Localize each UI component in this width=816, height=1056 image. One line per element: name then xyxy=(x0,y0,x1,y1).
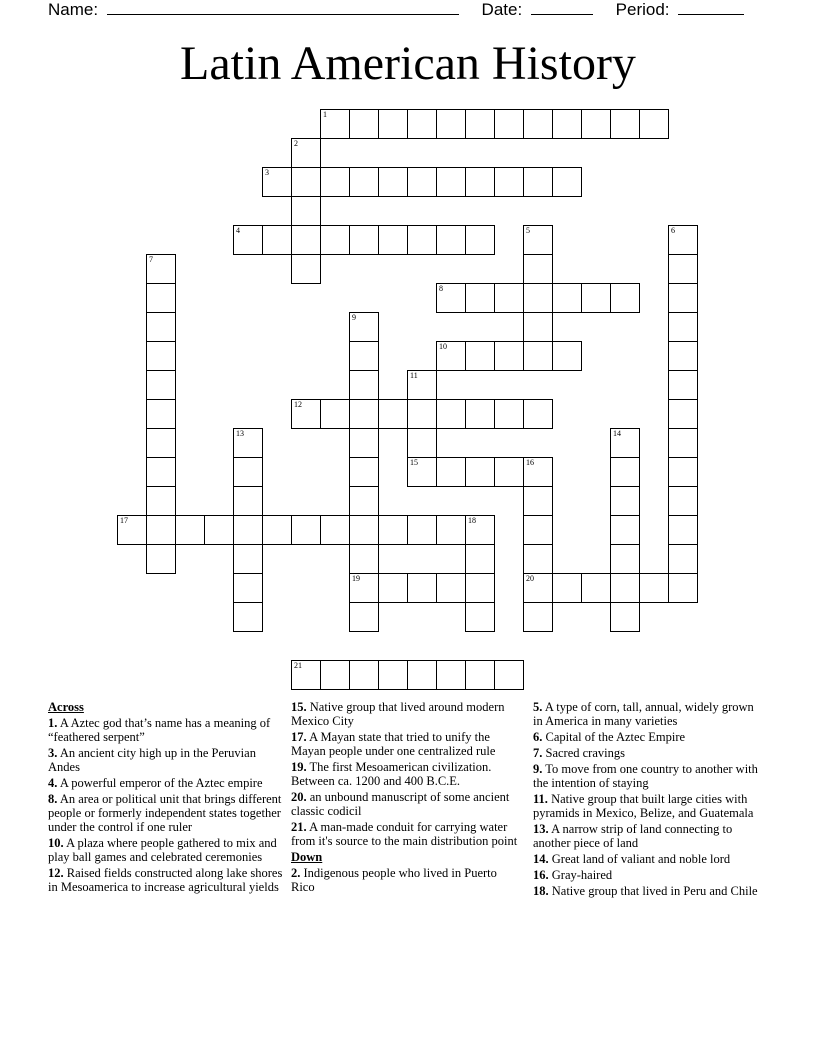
cell-clue-number: 17 xyxy=(120,516,128,525)
period-label: Period: xyxy=(615,0,670,19)
clue-item xyxy=(533,792,763,820)
crossword-cell[interactable] xyxy=(552,573,582,603)
crossword-cell[interactable] xyxy=(610,515,640,545)
crossword-cell[interactable] xyxy=(146,399,176,429)
crossword-cell[interactable] xyxy=(349,602,379,632)
crossword-cell[interactable] xyxy=(291,254,321,284)
cell-clue-number: 12 xyxy=(294,400,302,409)
clue-number: 21. xyxy=(291,820,307,834)
crossword-cell[interactable] xyxy=(581,283,611,313)
crossword-cell[interactable] xyxy=(523,109,553,139)
crossword-cell[interactable] xyxy=(349,312,379,342)
crossword-cell[interactable] xyxy=(523,399,553,429)
crossword-cell[interactable] xyxy=(610,283,640,313)
clues-column-2 xyxy=(291,700,523,896)
crossword-cell[interactable] xyxy=(494,341,524,371)
crossword-cell[interactable] xyxy=(233,225,263,255)
crossword-cell[interactable] xyxy=(233,544,263,574)
crossword-cell[interactable] xyxy=(494,399,524,429)
clues-column-1 xyxy=(48,700,284,896)
cell-clue-number: 2 xyxy=(294,139,298,148)
down-clue-list xyxy=(291,866,523,894)
crossword-cell[interactable] xyxy=(407,167,437,197)
page-title: Latin American History xyxy=(180,37,636,90)
crossword-cell[interactable] xyxy=(639,573,669,603)
clue-number: 14. xyxy=(533,852,549,866)
cell-clue-number: 6 xyxy=(671,226,675,235)
crossword-cell[interactable] xyxy=(146,428,176,458)
crossword-cell[interactable] xyxy=(465,573,495,603)
down-heading: Down xyxy=(291,850,323,864)
crossword-cell[interactable] xyxy=(494,167,524,197)
crossword-cell[interactable] xyxy=(436,457,466,487)
crossword-cell[interactable] xyxy=(349,428,379,458)
crossword-cell[interactable] xyxy=(465,602,495,632)
cell-clue-number: 13 xyxy=(236,429,244,438)
clue-number: 9. xyxy=(533,762,543,776)
cell-clue-number: 1 xyxy=(323,110,327,119)
crossword-cell[interactable] xyxy=(378,660,408,690)
crossword-cell[interactable] xyxy=(436,399,466,429)
clue-item xyxy=(533,746,763,760)
clue-text: A powerful emperor of the Aztec empire xyxy=(59,776,263,790)
crossword-cell[interactable] xyxy=(465,660,495,690)
crossword-cell[interactable] xyxy=(320,399,350,429)
cell-clue-number: 4 xyxy=(236,226,240,235)
crossword-cell[interactable] xyxy=(523,225,553,255)
clue-text: A type of corn, tall, annual, widely grown in America in many varieties xyxy=(533,700,754,728)
crossword-cell[interactable] xyxy=(378,225,408,255)
cell-clue-number: 8 xyxy=(439,284,443,293)
crossword-cell[interactable] xyxy=(494,660,524,690)
across-heading: Across xyxy=(48,700,84,714)
clue-text: Great land of valiant and noble lord xyxy=(551,852,731,866)
crossword-cell[interactable] xyxy=(320,167,350,197)
clue-text: A man-made conduit for carrying water from it's source to the main distribution point xyxy=(291,820,518,848)
clue-item xyxy=(291,790,523,818)
crossword-cell[interactable] xyxy=(233,457,263,487)
crossword-cell[interactable] xyxy=(465,544,495,574)
crossword-cell[interactable] xyxy=(610,109,640,139)
crossword-cell[interactable] xyxy=(523,254,553,284)
period-blank[interactable] xyxy=(678,0,744,15)
crossword-cell[interactable] xyxy=(523,602,553,632)
crossword-cell[interactable] xyxy=(436,225,466,255)
crossword-cell[interactable] xyxy=(436,283,466,313)
crossword-cell[interactable] xyxy=(523,544,553,574)
crossword-cell[interactable] xyxy=(349,370,379,400)
crossword-cell[interactable] xyxy=(668,283,698,313)
crossword-cell[interactable] xyxy=(349,225,379,255)
crossword-cell[interactable] xyxy=(668,573,698,603)
crossword-cell[interactable] xyxy=(668,486,698,516)
crossword-cell[interactable] xyxy=(233,573,263,603)
crossword-cell[interactable] xyxy=(610,428,640,458)
crossword-cell[interactable] xyxy=(668,544,698,574)
across-clue-list xyxy=(48,716,284,894)
crossword-cell[interactable] xyxy=(233,428,263,458)
clue-text: an unbound manuscript of some ancient classic codicil xyxy=(291,790,510,818)
clue-number: 7. xyxy=(533,746,543,760)
cell-clue-number: 20 xyxy=(526,574,534,583)
clue-text: An ancient city high up in the Peruvian Andes xyxy=(48,746,256,774)
cell-clue-number: 14 xyxy=(613,429,621,438)
crossword-cell[interactable] xyxy=(291,515,321,545)
crossword-cell[interactable] xyxy=(233,602,263,632)
clue-number: 8. xyxy=(48,792,58,806)
crossword-cell[interactable] xyxy=(146,341,176,371)
cell-clue-number: 3 xyxy=(265,168,269,177)
crossword-cell[interactable] xyxy=(378,167,408,197)
clue-number: 6. xyxy=(533,730,543,744)
crossword-cell[interactable] xyxy=(349,573,379,603)
crossword-cell[interactable] xyxy=(349,341,379,371)
crossword-cell[interactable] xyxy=(465,515,495,545)
crossword-cell[interactable] xyxy=(668,457,698,487)
crossword-cell[interactable] xyxy=(262,225,292,255)
crossword-cell[interactable] xyxy=(436,167,466,197)
crossword-cell[interactable] xyxy=(291,138,321,168)
crossword-cell[interactable] xyxy=(668,399,698,429)
cell-clue-number: 15 xyxy=(410,458,418,467)
clue-text: An area or political unit that brings different people or formerly independent states together under the control if one ruler xyxy=(48,792,282,834)
crossword-cell[interactable] xyxy=(494,109,524,139)
clue-text: A Mayan state that tried to unify the Mayan people under one centralized rule xyxy=(291,730,496,758)
crossword-cell[interactable] xyxy=(349,457,379,487)
crossword-cell[interactable] xyxy=(349,544,379,574)
down-clue-list-continued xyxy=(533,700,763,898)
crossword-cell[interactable] xyxy=(117,515,147,545)
crossword-cell[interactable] xyxy=(291,399,321,429)
crossword-cell[interactable] xyxy=(523,573,553,603)
crossword-cell[interactable] xyxy=(465,457,495,487)
clue-text: To move from one country to another with the intention of staying xyxy=(533,762,758,790)
name-label: Name: xyxy=(48,0,99,19)
crossword-cell[interactable] xyxy=(465,167,495,197)
crossword-cell[interactable] xyxy=(581,573,611,603)
crossword-cell[interactable] xyxy=(349,515,379,545)
clues-column-3 xyxy=(533,700,763,900)
crossword-cell[interactable] xyxy=(349,109,379,139)
crossword-cell[interactable] xyxy=(146,370,176,400)
clue-number: 1. xyxy=(48,716,58,730)
clue-item xyxy=(48,716,284,744)
crossword-cell[interactable] xyxy=(407,225,437,255)
clue-item xyxy=(48,776,284,790)
clue-item xyxy=(533,730,763,744)
clue-number: 10. xyxy=(48,836,64,850)
crossword-cell[interactable] xyxy=(349,486,379,516)
crossword-cell[interactable] xyxy=(436,573,466,603)
crossword-cell[interactable] xyxy=(233,515,263,545)
crossword-cell[interactable] xyxy=(320,660,350,690)
crossword-cell[interactable] xyxy=(523,167,553,197)
crossword-cell[interactable] xyxy=(378,399,408,429)
crossword-cell[interactable] xyxy=(320,109,350,139)
crossword-cell[interactable] xyxy=(378,515,408,545)
cell-clue-number: 18 xyxy=(468,516,476,525)
crossword-cell[interactable] xyxy=(291,196,321,226)
crossword-cell[interactable] xyxy=(407,399,437,429)
crossword-cell[interactable] xyxy=(204,515,234,545)
clue-item xyxy=(48,792,284,834)
crossword-cell[interactable] xyxy=(407,109,437,139)
crossword-cell[interactable] xyxy=(407,515,437,545)
crossword-cell[interactable] xyxy=(436,341,466,371)
clue-item xyxy=(533,884,763,898)
crossword-cell[interactable] xyxy=(610,457,640,487)
crossword-cell[interactable] xyxy=(291,225,321,255)
crossword-cell[interactable] xyxy=(610,573,640,603)
crossword-cell[interactable] xyxy=(494,283,524,313)
cell-clue-number: 5 xyxy=(526,226,530,235)
crossword-cell[interactable] xyxy=(146,457,176,487)
clue-number: 16. xyxy=(533,868,549,882)
crossword-cell[interactable] xyxy=(320,515,350,545)
clue-number: 13. xyxy=(533,822,549,836)
crossword-cell[interactable] xyxy=(523,486,553,516)
cell-clue-number: 11 xyxy=(410,371,418,380)
clue-number: 5. xyxy=(533,700,543,714)
crossword-cell[interactable] xyxy=(668,428,698,458)
clue-number: 11. xyxy=(533,792,548,806)
crossword-cell[interactable] xyxy=(523,515,553,545)
crossword-cell[interactable] xyxy=(523,312,553,342)
crossword-cell[interactable] xyxy=(465,225,495,255)
crossword-cell[interactable] xyxy=(378,573,408,603)
clue-text: Gray-haired xyxy=(551,868,613,882)
crossword-cell[interactable] xyxy=(146,515,176,545)
clue-text: Native group that lived in Peru and Chile xyxy=(551,884,758,898)
crossword-cell[interactable] xyxy=(291,660,321,690)
crossword-cell[interactable] xyxy=(262,167,292,197)
crossword-cell[interactable] xyxy=(407,573,437,603)
crossword-cell[interactable] xyxy=(494,457,524,487)
crossword-cell[interactable] xyxy=(407,457,437,487)
clue-text: Native group that lived around modern Mexico City xyxy=(291,700,505,728)
across-clue-list-continued xyxy=(291,700,523,848)
clue-text: Native group that built large cities with pyramids in Mexico, Belize, and Guatemala xyxy=(533,792,754,820)
crossword-cell[interactable] xyxy=(668,254,698,284)
clue-item xyxy=(533,868,763,882)
clue-item xyxy=(291,760,523,788)
clue-number: 3. xyxy=(48,746,58,760)
date-blank[interactable] xyxy=(531,0,593,15)
crossword-cell[interactable] xyxy=(552,341,582,371)
crossword-cell[interactable] xyxy=(610,486,640,516)
crossword-cell[interactable] xyxy=(465,283,495,313)
cell-clue-number: 16 xyxy=(526,458,534,467)
cell-clue-number: 21 xyxy=(294,661,302,670)
clue-text: A narrow strip of land connecting to another piece of land xyxy=(533,822,733,850)
clue-item xyxy=(533,700,763,728)
crossword-cell[interactable] xyxy=(581,109,611,139)
crossword-cell[interactable] xyxy=(668,312,698,342)
cell-clue-number: 7 xyxy=(149,255,153,264)
crossword-cell[interactable] xyxy=(523,283,553,313)
crossword-cell[interactable] xyxy=(610,544,640,574)
crossword-cell[interactable] xyxy=(146,283,176,313)
cell-clue-number: 19 xyxy=(352,574,360,583)
clue-text: Indigenous people who lived in Puerto Rico xyxy=(291,866,497,894)
student-info-line xyxy=(48,0,744,20)
crossword-cell[interactable] xyxy=(639,109,669,139)
clue-number: 12. xyxy=(48,866,64,880)
clue-number: 15. xyxy=(291,700,307,714)
clue-number: 18. xyxy=(533,884,549,898)
crossword-cell[interactable] xyxy=(349,660,379,690)
date-label: Date: xyxy=(481,0,523,19)
crossword-cell[interactable] xyxy=(552,283,582,313)
crossword-cell[interactable] xyxy=(465,341,495,371)
crossword-cell[interactable] xyxy=(552,167,582,197)
crossword-cell[interactable] xyxy=(552,109,582,139)
crossword-cell[interactable] xyxy=(320,225,350,255)
clue-text: A Aztec god that’s name has a meaning of “feathered serpent” xyxy=(48,716,271,744)
crossword-cell[interactable] xyxy=(436,109,466,139)
clue-number: 4. xyxy=(48,776,58,790)
crossword-cell[interactable] xyxy=(291,167,321,197)
crossword-cell[interactable] xyxy=(436,515,466,545)
clue-item xyxy=(48,836,284,864)
crossword-cell[interactable] xyxy=(233,486,263,516)
crossword-cell[interactable] xyxy=(668,225,698,255)
crossword-cell[interactable] xyxy=(668,515,698,545)
name-blank[interactable] xyxy=(107,0,459,15)
cell-clue-number: 9 xyxy=(352,313,356,322)
crossword-cell[interactable] xyxy=(146,254,176,284)
crossword-cell[interactable] xyxy=(436,660,466,690)
clue-item xyxy=(291,730,523,758)
clue-number: 17. xyxy=(291,730,307,744)
clue-text: The first Mesoamerican civilization. Between ca. 1200 and 400 B.C.E. xyxy=(291,760,492,788)
crossword-cell[interactable] xyxy=(349,399,379,429)
clue-text: A plaza where people gathered to mix and play ball games and celebrated ceremonies xyxy=(48,836,277,864)
clue-item xyxy=(533,822,763,850)
clue-item xyxy=(533,762,763,790)
clue-number: 20. xyxy=(291,790,307,804)
clue-item xyxy=(48,866,284,894)
clue-item xyxy=(48,746,284,774)
clue-item xyxy=(533,852,763,866)
crossword-cell[interactable] xyxy=(523,457,553,487)
crossword-cell[interactable] xyxy=(407,428,437,458)
cell-clue-number: 10 xyxy=(439,342,447,351)
crossword-cell[interactable] xyxy=(175,515,205,545)
crossword-cell[interactable] xyxy=(407,660,437,690)
crossword-cell[interactable] xyxy=(407,370,437,400)
clue-item xyxy=(291,700,523,728)
crossword-cell[interactable] xyxy=(523,341,553,371)
clue-number: 2. xyxy=(291,866,301,880)
crossword-cell[interactable] xyxy=(465,399,495,429)
clue-item xyxy=(291,866,523,894)
clue-item xyxy=(291,820,523,848)
crossword-cell[interactable] xyxy=(349,167,379,197)
crossword-cell[interactable] xyxy=(146,312,176,342)
crossword-cell[interactable] xyxy=(262,515,292,545)
clue-number: 19. xyxy=(291,760,307,774)
crossword-cell[interactable] xyxy=(668,370,698,400)
clue-text: Capital of the Aztec Empire xyxy=(545,730,686,744)
crossword-cell[interactable] xyxy=(668,341,698,371)
crossword-cell[interactable] xyxy=(146,486,176,516)
crossword-cell[interactable] xyxy=(465,109,495,139)
crossword-cell[interactable] xyxy=(146,544,176,574)
crossword-cell[interactable] xyxy=(378,109,408,139)
clue-text: Sacred cravings xyxy=(545,746,625,760)
crossword-cell[interactable] xyxy=(610,602,640,632)
clue-text: Raised fields constructed along lake shores in Mesoamerica to increase agricultural yields xyxy=(48,866,283,894)
